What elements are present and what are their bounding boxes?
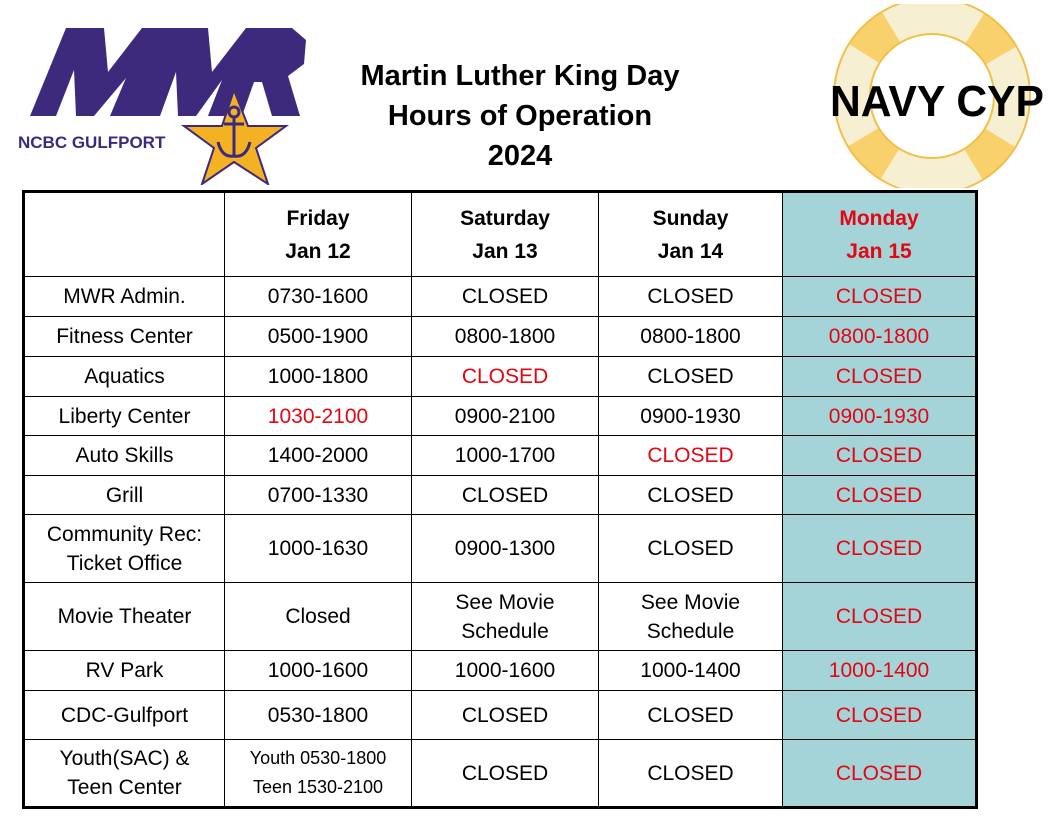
table-row: [24, 691, 977, 740]
table-row: [24, 651, 977, 691]
hours-cell-saturday: CLOSED: [412, 740, 599, 808]
table-row: [24, 397, 977, 436]
navy-cyp-text: NAVY CYP: [830, 77, 1044, 126]
hours-cell-friday: 0730-1600: [225, 277, 412, 317]
hours-cell-sunday: 1000-1400: [599, 651, 783, 691]
hours-cell-saturday: 0900-1300: [412, 515, 599, 583]
hours-cell-saturday: CLOSED: [412, 277, 599, 317]
header-corner-cell: [24, 192, 225, 277]
table-row: [24, 277, 977, 317]
hours-cell-monday: 0900-1930: [783, 397, 977, 436]
hours-cell-monday: CLOSED: [783, 476, 977, 515]
hours-cell-sunday: CLOSED: [599, 277, 783, 317]
table-row: [24, 740, 977, 808]
hours-cell-monday: CLOSED: [783, 583, 977, 651]
hours-cell-friday: 0500-1900: [225, 317, 412, 357]
hours-cell-monday: CLOSED: [783, 691, 977, 740]
hours-cell-friday: 1000-1800: [225, 357, 412, 397]
hours-cell-friday: 1000-1600: [225, 651, 412, 691]
facility-name: RV Park: [24, 651, 225, 691]
title-line-3: 2024: [487, 140, 553, 172]
hours-cell-friday: Closed: [225, 583, 412, 651]
navy-cyp-logo: [828, 4, 1050, 188]
hours-cell-friday: 1000-1630: [225, 515, 412, 583]
hours-cell-sunday: CLOSED: [599, 691, 783, 740]
hours-cell-saturday: 1000-1600: [412, 651, 599, 691]
header-monday: Monday Jan 15: [783, 192, 977, 277]
hours-cell-friday: Youth 0530-1800 Teen 1530-2100: [225, 740, 412, 808]
hours-cell-monday: 0800-1800: [783, 317, 977, 357]
title-line-2: Hours of Operation: [387, 100, 653, 132]
table-row: [24, 317, 977, 357]
hours-cell-monday: 1000-1400: [783, 651, 977, 691]
hours-cell-friday: 0530-1800: [225, 691, 412, 740]
facility-name: Community Rec: Ticket Office: [24, 515, 225, 583]
hours-cell-monday: CLOSED: [783, 515, 977, 583]
mwr-wordmark: [30, 28, 306, 116]
hours-cell-sunday: CLOSED: [599, 357, 783, 397]
hours-cell-monday: CLOSED: [783, 740, 977, 808]
hours-cell-sunday: CLOSED: [599, 436, 783, 476]
title-line-1: Martin Luther King Day: [360, 60, 680, 92]
table-row: [24, 436, 977, 476]
hours-cell-saturday: 0900-2100: [412, 397, 599, 436]
hours-cell-saturday: 0800-1800: [412, 317, 599, 357]
table-row: [24, 476, 977, 515]
facility-name: Grill: [24, 476, 225, 515]
header-friday: Friday Jan 12: [225, 192, 412, 277]
hours-cell-saturday: CLOSED: [412, 691, 599, 740]
hours-cell-saturday: CLOSED: [412, 357, 599, 397]
facility-name: Liberty Center: [24, 397, 225, 436]
facility-name: Movie Theater: [24, 583, 225, 651]
facility-name: Aquatics: [24, 357, 225, 397]
facility-name: Auto Skills: [24, 436, 225, 476]
hours-cell-friday: 1400-2000: [225, 436, 412, 476]
hours-cell-friday: 1030-2100: [225, 397, 412, 436]
hours-cell-friday: 0700-1330: [225, 476, 412, 515]
table-header-row: [24, 192, 977, 277]
hours-cell-sunday: 0800-1800: [599, 317, 783, 357]
table-row: [24, 515, 977, 583]
table-row: [24, 357, 977, 397]
hours-cell-sunday: See Movie Schedule: [599, 583, 783, 651]
hours-cell-sunday: CLOSED: [599, 515, 783, 583]
facility-name: Youth(SAC) & Teen Center: [24, 740, 225, 808]
facility-name: Fitness Center: [24, 317, 225, 357]
facility-name: CDC-Gulfport: [24, 691, 225, 740]
hours-cell-monday: CLOSED: [783, 436, 977, 476]
table-row: [24, 583, 977, 651]
hours-cell-sunday: CLOSED: [599, 476, 783, 515]
hours-cell-sunday: CLOSED: [599, 740, 783, 808]
hours-cell-sunday: 0900-1930: [599, 397, 783, 436]
hours-cell-saturday: See Movie Schedule: [412, 583, 599, 651]
ncbc-gulfport-text: NCBC GULFPORT: [18, 133, 166, 152]
hours-cell-monday: CLOSED: [783, 277, 977, 317]
hours-cell-saturday: CLOSED: [412, 476, 599, 515]
header-saturday: Saturday Jan 13: [412, 192, 599, 277]
hours-cell-saturday: 1000-1700: [412, 436, 599, 476]
hours-cell-monday: CLOSED: [783, 357, 977, 397]
facility-name: MWR Admin.: [24, 277, 225, 317]
hours-table: [22, 190, 978, 809]
page-title: [300, 56, 740, 176]
mwr-ncbc-gulfport-logo: [16, 20, 306, 185]
header-sunday: Sunday Jan 14: [599, 192, 783, 277]
